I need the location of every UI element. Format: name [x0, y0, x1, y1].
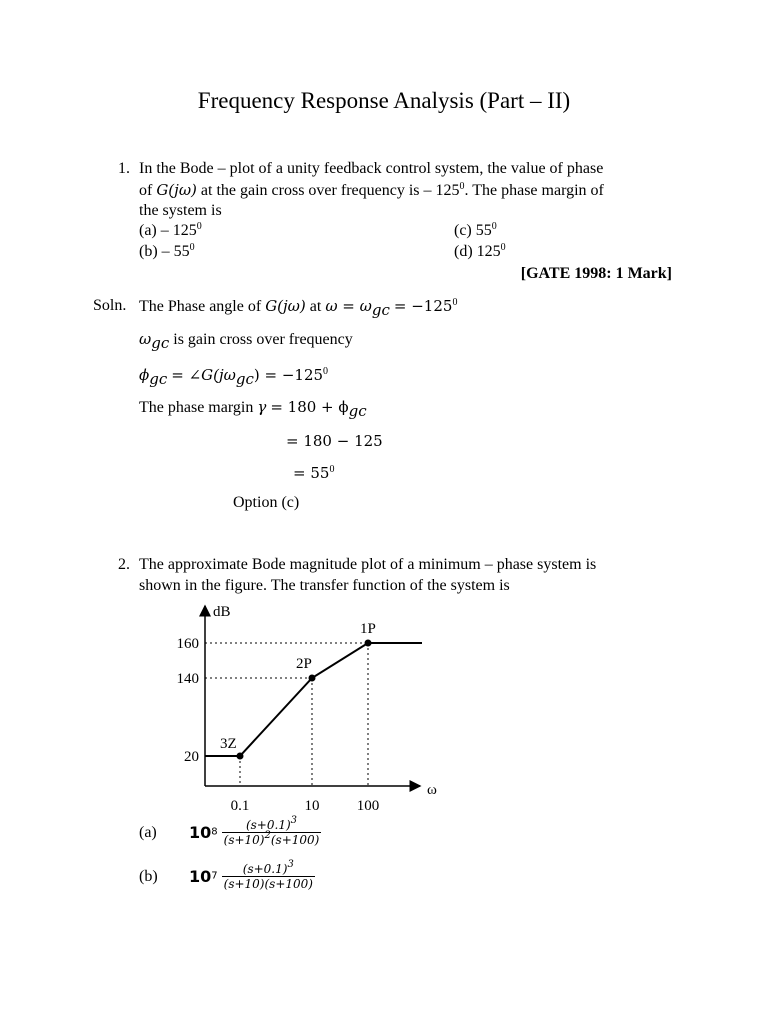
y-tick-20: 20 [184, 749, 199, 765]
soln-line2: $\omega_{gc}$ is gain cross over frequency [139, 330, 353, 352]
q2-number: 2. [118, 556, 130, 573]
q2-option-a-fraction: $\frac{(s+0.1)^3}{(s+10)^2(s+100)}$ [223, 815, 320, 847]
x-tick-0.1: 0.1 [230, 798, 250, 814]
point-label-1P: 1P [360, 621, 376, 637]
q1-line1: In the Bode – plot of a unity feedback control system, the value of phase [139, 160, 604, 177]
soln-line3: $\phi_{gc}$ = $\angle G(j\omega_{gc}) = -125^0$ [139, 366, 329, 388]
point-label-2P: 2P [296, 656, 312, 672]
q1-line3: the system is [139, 202, 222, 219]
soln-line5: = 180 − 125 [286, 432, 383, 450]
soln-option: Option (c) [233, 494, 300, 511]
soln-label: Soln. [93, 297, 127, 314]
q2-option-b: (b) 107 $\frac{(s+0.1)^3}{(s+10)(s+100)}$ [139, 859, 313, 891]
y-axis-label: dB [213, 604, 231, 620]
y-tick-160: 160 [176, 636, 199, 652]
soln-line6: = $55^0$ [293, 464, 335, 482]
soln-line4: The phase margin $\gamma = 180 + \phi_{gc}$ [139, 398, 367, 420]
x-tick-10: 10 [304, 798, 320, 814]
x-tick-100: 100 [356, 798, 380, 814]
point-3Z [237, 753, 244, 760]
q2-option-a: (a) 108 $\frac{(s+0.1)^3}{(s+10)^2(s+100)}$ [139, 815, 320, 847]
point-label-3Z: 3Z [220, 736, 237, 752]
math-g-jw: G(jω) [156, 181, 197, 199]
q1-option-d: (d) $125^0$ [454, 242, 506, 260]
q1-number: 1. [118, 160, 130, 177]
bode-magnitude-chart [150, 598, 450, 818]
q2-line1: The approximate Bode magnitude plot of a minimum – phase system is [139, 556, 597, 573]
magnitude-line [205, 643, 422, 756]
q2-option-b-fraction: $\frac{(s+0.1)^3}{(s+10)(s+100)}$ [223, 859, 313, 891]
q1-line2: of G(jω) at the gain cross over frequency is – $125^0$. The phase margin of [139, 181, 604, 199]
x-axis-label: ω [427, 782, 437, 798]
soln-line1: The Phase angle of G(jω) at $\omega = \omega_{gc} = -125^0$ [139, 297, 458, 319]
q1-option-a: $(a) - 125^0$ [139, 221, 202, 239]
page-title: Frequency Response Analysis (Part – II) [197, 88, 571, 113]
q2-line2: shown in the figure. The transfer function of the system is [139, 577, 510, 594]
q1-source: [GATE 1998: 1 Mark] [520, 265, 672, 282]
point-2P [309, 675, 316, 682]
point-1P [365, 640, 372, 647]
q1-option-b: $(b) - 55^0$ [139, 242, 195, 260]
y-tick-140: 140 [176, 671, 199, 687]
q1-option-c: (c) $55^0$ [454, 221, 497, 239]
